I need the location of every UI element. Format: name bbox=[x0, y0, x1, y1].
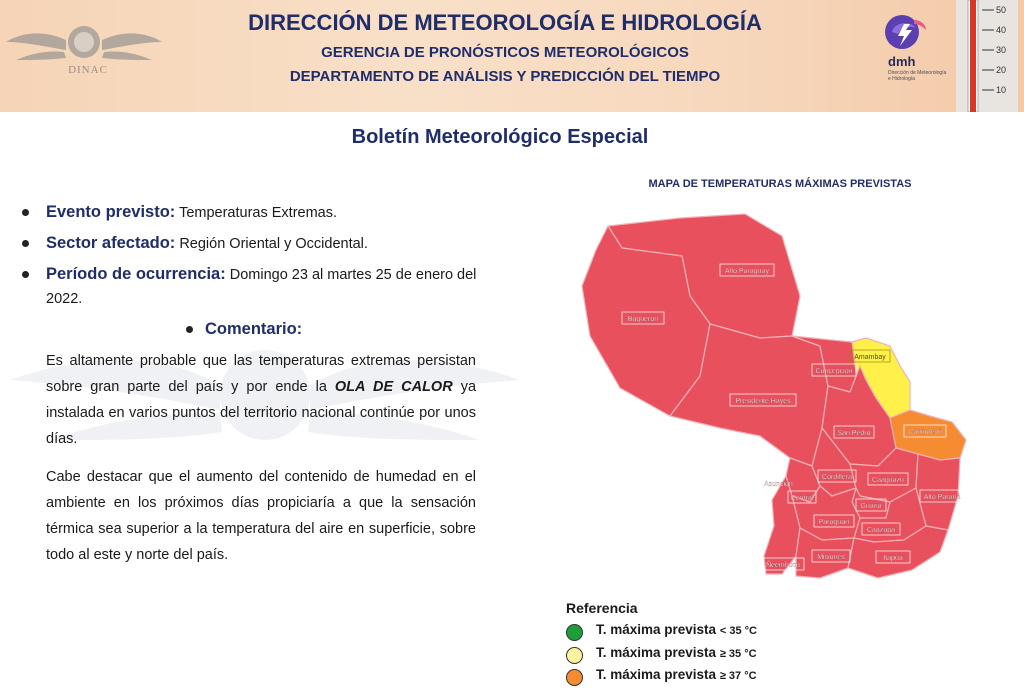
svg-text:50: 50 bbox=[996, 5, 1007, 15]
period-label: Período de ocurrencia: bbox=[46, 265, 226, 283]
green-circle-icon bbox=[566, 624, 583, 641]
event-details bbox=[22, 200, 482, 317]
sector-value: Región Oriental y Occidental. bbox=[179, 236, 368, 252]
label-caaguazu: Caaguazú bbox=[872, 477, 904, 484]
legend-label: T. máxima prevista ≥ 35 °C bbox=[596, 645, 757, 660]
orange-circle-icon bbox=[566, 669, 583, 686]
label-central: Central bbox=[790, 495, 814, 502]
event-label: Evento previsto: bbox=[46, 203, 176, 221]
header-department: DEPARTAMENTO DE ANÁLISIS Y PREDICCIÓN DEL TIEMPO bbox=[289, 68, 721, 85]
label-neembucu: Ñeembucú bbox=[766, 562, 800, 569]
svg-text:20: 20 bbox=[996, 65, 1007, 75]
page-header bbox=[0, 0, 1024, 112]
label-cordillera: Cordillera bbox=[822, 474, 852, 481]
label-presidente-hayes: Presidente Hayes bbox=[735, 398, 791, 405]
comment-p1-text-end: ya instalada en varios puntos del territorio nacional continúe por unos días. bbox=[46, 379, 477, 447]
period-item bbox=[22, 262, 482, 311]
bullet-icon bbox=[186, 326, 193, 333]
dmh-logo-text: dmh bbox=[888, 54, 916, 69]
paraguay-temperature-map bbox=[560, 196, 1000, 596]
comment-paragraph-1 bbox=[46, 348, 476, 452]
label-alto-paraguay: Alto Paraguay bbox=[725, 268, 769, 275]
comment-heading bbox=[186, 320, 302, 339]
label-guaira: Guairá bbox=[860, 503, 882, 510]
svg-text:10: 10 bbox=[996, 85, 1007, 95]
label-paraguari: Paraguarí bbox=[818, 519, 850, 526]
svg-text:30: 30 bbox=[996, 45, 1007, 55]
legend-title: Referencia bbox=[566, 600, 638, 616]
bullet-icon bbox=[22, 240, 29, 247]
sector-label: Sector afectado: bbox=[46, 234, 176, 252]
label-amambay: Amambay bbox=[854, 354, 886, 361]
dmh-logo-icon bbox=[880, 12, 930, 52]
label-canindeyu: Canindeyú bbox=[908, 429, 942, 436]
label-asuncion: Asunción bbox=[764, 481, 793, 488]
label-caazapa: Caazapá bbox=[866, 527, 896, 534]
yellow-circle-icon bbox=[566, 647, 583, 664]
bullet-icon bbox=[22, 271, 29, 278]
header-subtitle: GERENCIA DE PRONÓSTICOS METEOROLÓGICOS bbox=[321, 44, 689, 61]
comment-label: Comentario: bbox=[205, 320, 303, 338]
map-title: MAPA DE TEMPERATURAS MÁXIMAS PREVISTAS bbox=[648, 178, 912, 190]
bulletin-title: Boletín Meteorológico Especial bbox=[351, 126, 649, 148]
legend-label: T. máxima prevista < 35 °C bbox=[596, 622, 757, 637]
svg-text:40: 40 bbox=[996, 25, 1007, 35]
header-title: DIRECCIÓN DE METEOROLOGÍA E HIDROLOGÍA bbox=[248, 10, 762, 35]
label-itapua: Itapúa bbox=[883, 555, 903, 562]
label-san-pedro: San Pedro bbox=[837, 430, 871, 437]
event-value: Temperaturas Extremas. bbox=[179, 205, 338, 221]
label-concepcion: Concepción bbox=[815, 368, 853, 375]
comment-paragraph-2: Cabe destacar que el aumento del contenido de humedad en el ambiente en los próximos días propiciaría a que la sensación térmica sea superior a la temperatura del aire en superficie, sobre todo al este y norte del país. bbox=[46, 469, 476, 563]
heat-wave-emphasis: OLA DE CALOR bbox=[334, 379, 453, 395]
period-value: Domingo 23 al martes 25 de enero del 2022. bbox=[46, 267, 477, 307]
dmh-logo-subtext: Dirección de Meteorología e Hidrología bbox=[888, 70, 947, 82]
label-misiones: Misiones bbox=[817, 554, 845, 561]
event-item bbox=[22, 200, 482, 225]
bullet-icon bbox=[22, 209, 29, 216]
thermometer-icon bbox=[950, 0, 1024, 112]
legend-label: T. máxima prevista ≥ 37 °C bbox=[596, 667, 757, 682]
dinac-logo-text: DINAC bbox=[68, 64, 108, 76]
comment-p1-text: Es altamente probable que las temperaturas extremas persistan sobre gran parte del país y por ende la bbox=[46, 353, 476, 395]
label-alto-parana: Alto Paraná bbox=[923, 494, 961, 501]
label-boqueron: Boquerón bbox=[627, 316, 659, 323]
sector-item bbox=[22, 231, 482, 256]
